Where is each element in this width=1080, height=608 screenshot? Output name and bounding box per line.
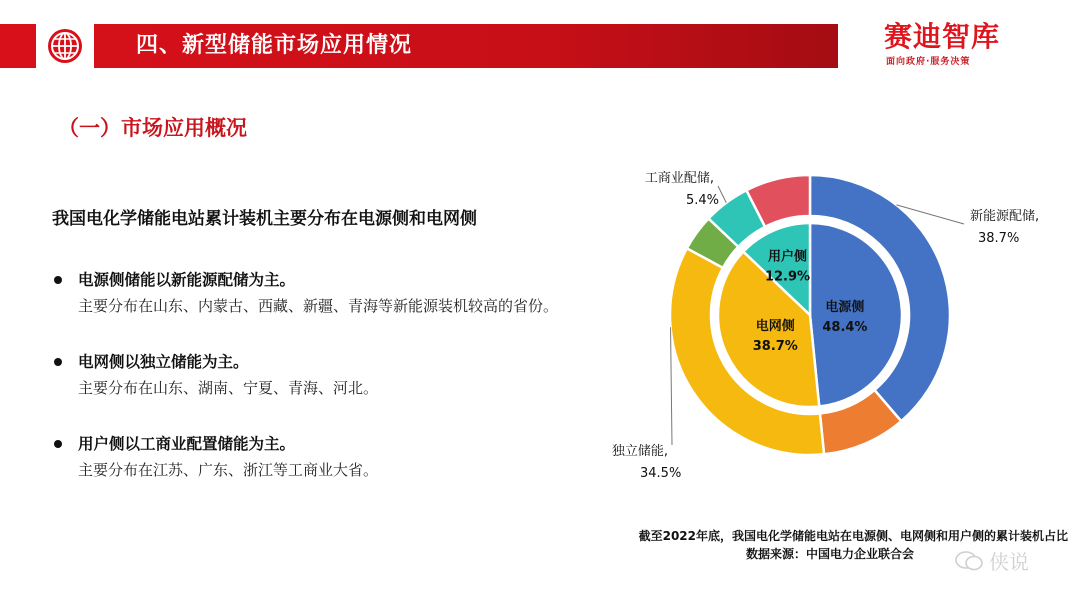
inner-slice-value: 38.7%	[752, 338, 798, 354]
watermark-text: 侠说	[989, 550, 1029, 574]
donut-chart	[560, 150, 1080, 510]
point-detail: 主要分布在山东、湖南、宁夏、青海、河北。	[78, 379, 379, 397]
watermark	[955, 546, 1029, 575]
inner-slice-value: 48.4%	[822, 320, 868, 336]
page-title: 四、新型储能市场应用情况	[136, 33, 413, 58]
caption-source: 数据来源：中国电力企业联合会	[745, 547, 914, 561]
point-detail: 主要分布在江苏、广东、浙江等工商业大省。	[78, 461, 379, 479]
leader-line	[671, 327, 672, 445]
point-heading: 电源侧储能以新能源配储为主。	[78, 271, 296, 289]
outer-slice-label: 工商业配储,	[644, 171, 714, 186]
outer-slice-value: 38.7%	[978, 231, 1020, 246]
brand-slogan: 面向政府·服务决策	[886, 57, 971, 67]
caption-text: 截至2022年底，我国电化学储能电站在电源侧、电网侧和用户侧的累计装机占比	[638, 529, 1068, 543]
inner-slice-label: 电网侧	[755, 318, 795, 334]
bullet-icon	[54, 358, 62, 366]
inner-slice-value: 12.9%	[764, 269, 811, 285]
outer-slice-value: 5.4%	[686, 193, 720, 208]
header-bar	[0, 24, 838, 68]
inner-slice-label: 电源侧	[825, 300, 865, 316]
summary-heading: 我国电化学储能电站累计装机主要分布在电源侧和电网侧	[52, 209, 477, 229]
outer-slice-label: 独立储能,	[611, 444, 668, 459]
bullet-icon	[54, 440, 62, 448]
point-heading: 用户侧以工商业配置储能为主。	[78, 435, 296, 453]
brand-logo	[884, 20, 1044, 67]
outer-slice-value: 34.5%	[640, 466, 682, 481]
point-detail: 主要分布在山东、内蒙古、西藏、新疆、青海等新能源装机较高的省份。	[78, 297, 559, 315]
globe-icon	[44, 26, 86, 66]
point-heading: 电网侧以独立储能为主。	[78, 353, 249, 371]
bullet-icon	[54, 276, 62, 284]
leader-line	[718, 186, 726, 203]
header-logo	[36, 24, 94, 68]
section-title: （一）市场应用概况	[58, 116, 247, 140]
outer-slice-label: 新能源配储,	[970, 209, 1040, 224]
inner-slice-label: 用户侧	[768, 249, 808, 265]
chat-bubble-icon	[955, 550, 983, 572]
brand-name: 赛迪智库	[884, 20, 1001, 53]
